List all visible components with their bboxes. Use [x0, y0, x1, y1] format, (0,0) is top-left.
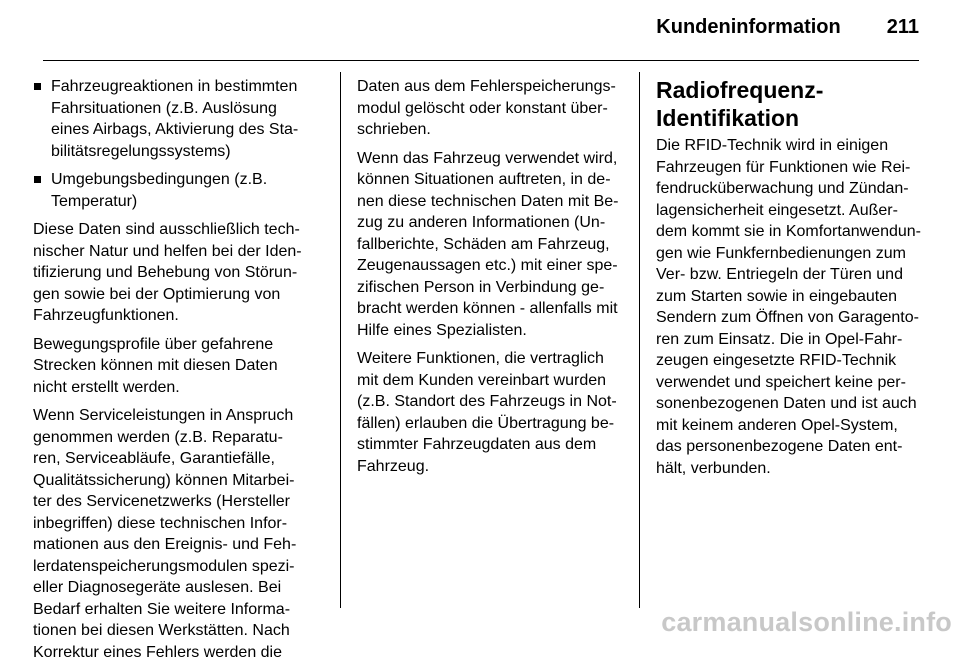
text-line: mit dem Kunden vereinbart wurden — [357, 371, 607, 389]
text-line: Qualitätssicherung) können Mitarbei- — [33, 471, 295, 489]
text-line: ren, Serviceabläufe, Garantiefälle, — [33, 450, 275, 467]
column-divider-2 — [639, 72, 640, 608]
text-line: nicht erstellt werden. — [33, 378, 180, 396]
text-line: Temperatur) — [51, 192, 138, 210]
square-bullet-icon — [34, 176, 41, 183]
text-line: lerdatenspeicherungsmodulen spezi- — [33, 557, 295, 575]
paragraph — [357, 348, 625, 477]
text-line: Wenn das Fahrzeug verwendet wird, — [357, 149, 618, 167]
text-line: gen wie Funkfernbedienungen zum — [656, 244, 906, 262]
text-line: eines Airbags, Aktivierung des Sta- — [51, 121, 299, 138]
square-bullet-icon — [34, 83, 41, 90]
text-line: (z.B. Standort des Fahrzeugs in Not- — [357, 393, 617, 410]
text-line: das personenbezogene Daten ent- — [656, 438, 903, 455]
page-header — [0, 16, 919, 46]
text-line: mationen aus den Ereignis- und Feh- — [33, 536, 297, 553]
paragraph — [33, 219, 328, 327]
text-line: fallberichte, Schäden am Fahrzeug, — [357, 235, 610, 253]
text-line: zifischen Person in Verbindung ge- — [357, 278, 605, 296]
text-line: ren zum Einsatz. Die in Opel-Fahr- — [656, 330, 903, 348]
text-line: fällen) erlauben die Übertragung be- — [357, 414, 615, 432]
column-divider-1 — [340, 72, 341, 608]
section-title: Kundeninformation — [656, 16, 841, 38]
text-line: tionen bei diesen Werkstätten. Nach — [33, 622, 290, 639]
column-middle — [357, 76, 625, 484]
text-line: bilitätsregelungssystems) — [51, 142, 231, 160]
column-right — [656, 76, 922, 486]
watermark: carmanualsonline.info — [661, 607, 952, 637]
text-line: hält, verbunden. — [656, 459, 771, 477]
text-line: bracht werden können - allenfalls mit — [357, 300, 618, 317]
text-line: Zeugenaussagen etc.) mit einer spe- — [357, 257, 618, 274]
text-line: Ver- bzw. Entriegeln der Türen und — [656, 266, 903, 283]
text-line: mit keinem anderen Opel-System, — [656, 416, 898, 434]
bullet-item — [33, 169, 328, 212]
header-rule — [43, 60, 919, 61]
text-line: genommen werden (z.B. Reparatu- — [33, 428, 283, 446]
text-line: Strecken können mit diesen Daten — [33, 357, 278, 374]
text-line: inbegriffen) diese technischen Infor- — [33, 514, 288, 532]
text-line: zeugen eingesetzte RFID-Technik — [656, 352, 897, 369]
text-line: Fahrzeugen für Funktionen wie Rei- — [656, 158, 911, 176]
column-left — [33, 76, 328, 670]
text-line: modul gelöscht oder konstant über- — [357, 99, 608, 117]
text-line: zum Starten sowie in eingebauten — [656, 287, 898, 305]
text-line: Fahrzeug. — [357, 457, 430, 475]
section-heading — [656, 76, 922, 132]
paragraph — [357, 76, 625, 141]
text-line: tifizierung und Behebung von Störun- — [33, 264, 298, 281]
text-line: Hilfe eines Spezialisten. — [357, 321, 527, 339]
text-line: stimmter Fahrzeugdaten aus dem — [357, 436, 597, 453]
page-number: 211 — [886, 16, 919, 38]
text-line: fendrucküberwachung und Zündan- — [656, 180, 909, 197]
paragraph — [33, 405, 328, 663]
text-line: Weitere Funktionen, die vertraglich — [357, 350, 604, 367]
text-line: Sendern zum Öffnen von Garagento- — [656, 309, 919, 326]
text-line: verwendet und speichert keine per- — [656, 373, 906, 391]
text-line: schrieben. — [357, 121, 431, 138]
text-line: Fahrzeugfunktionen. — [33, 307, 179, 324]
text-line: Diese Daten sind ausschließlich tech- — [33, 221, 300, 238]
text-line: Fahrzeugreaktionen in bestimmten — [51, 78, 298, 95]
text-line: lagensicherheit eingesetzt. Außer- — [656, 201, 898, 219]
text-line: nen diese technischen Daten mit Be- — [357, 192, 619, 210]
text-line: Umgebungsbedingungen (z.B. — [51, 171, 268, 188]
text-line: Radiofrequenz- — [656, 77, 824, 103]
text-line: Bewegungsprofile über gefahrene — [33, 335, 274, 353]
text-line: Die RFID-Technik wird in einigen — [656, 137, 889, 154]
text-line: dem kommt sie in Komfortanwendun- — [656, 223, 921, 240]
text-line: eller Diagnosegeräte auslesen. Bei — [33, 579, 282, 596]
text-line: Fahrsituationen (z.B. Auslösung — [51, 99, 277, 117]
paragraph — [33, 334, 328, 399]
paragraph — [656, 135, 922, 479]
text-line: können Situationen auftreten, in de- — [357, 171, 611, 188]
text-line: ter des Servicenetzwerks (Hersteller — [33, 493, 290, 510]
bullet-item — [33, 76, 328, 162]
text-line: Korrektur eines Fehlers werden die — [33, 643, 283, 661]
text-line: gen sowie bei der Optimierung von — [33, 285, 281, 303]
text-line: Bedarf erhalten Sie weitere Informa- — [33, 600, 291, 618]
text-line: sonenbezogenen Daten und ist auch — [656, 395, 917, 412]
text-line: Wenn Serviceleistungen in Anspruch — [33, 407, 294, 424]
text-line: Identifikation — [656, 105, 800, 131]
paragraph — [357, 148, 625, 342]
text-line: Daten aus dem Fehlerspeicherungs- — [357, 78, 616, 95]
text-line: zug zu anderen Informationen (Un- — [357, 214, 606, 231]
text-line: nischer Natur und helfen bei der Iden- — [33, 242, 302, 260]
